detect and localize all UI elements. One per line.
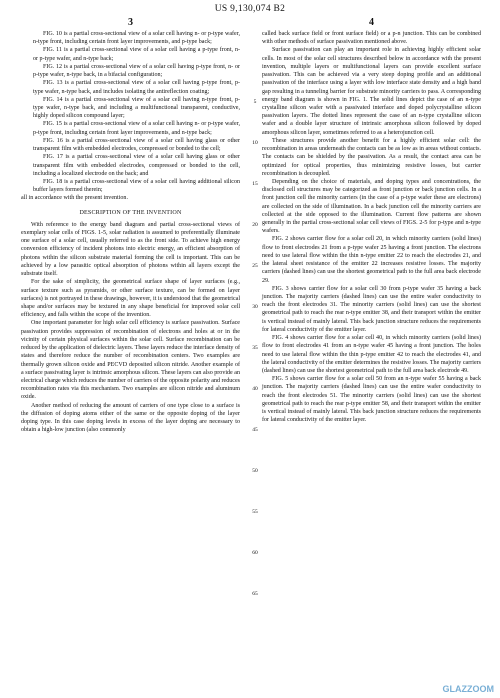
line-number: 30 (252, 304, 258, 310)
fig-description: FIG. 11 is a partial cross-sectional view of a solar cell having a p-type front, n- or p-type wafer, and n-type back; (33, 47, 240, 62)
body-paragraph: Another method of reducing the amount of carriers of one type close to a surface is the diffusion of doping atoms either of the same or the opposite doping of the layer doping type. In this case doping levels in excess of the layer doping are necessary to obtain a high-low junction (also commonly (21, 402, 240, 434)
patent-number: US 9,130,074 B2 (214, 4, 286, 14)
line-number: 40 (252, 386, 258, 392)
fig-description: FIG. 15 is a partial cross-sectional view of a solar cell having n- or p-type wafer, p-type front, including certain front layer improvements, and n-type back; (33, 121, 240, 136)
body-paragraph: Depending on the choice of materials, and doping types and concentrations, the disclosed cell structures may be categorized as front junction or back junction cells. In a front junction cell the minority carriers (in the case of a p-type wafer these are electrons) are collected on the side of illumination. In a back junction cell the minority carriers are collected at the side opposed to the illumination. Current flow patterns are shown generally in the partial cross-sectional solar cell views of FIGS. 2-5 for p-type and n-type wafers. (262, 178, 481, 235)
body-paragraph: FIG. 4 shows carrier flow for a solar cell 40, in which minority carriers (solid lines) flow to front electrodes 41 from an n-type wafer 45 having a front junction. The holes need to use lateral flow within the thin p-type emitter 42 to reach the electrodes 41, and the lateral conductivity of the emitter determines the resistive losses. The majority carriers (dashed lines) can use the shortest geometrical path to the full area back electrode 49. (262, 335, 481, 374)
fig-description: FIG. 18 is a partial cross-sectional view of a solar cell having additional silicon buffer layers formed therein; (33, 178, 240, 194)
line-number: 10 (252, 140, 258, 146)
line-number: 5 (253, 99, 257, 105)
fig-description: FIG. 13 is a partial cross-sectional view of a solar cell having p-type front, p-type wafer, n-type back, and includes isolating the antireflection coating; (33, 80, 240, 95)
body-paragraph: FIG. 3 shows carrier flow for a solar cell 30 from p-type wafer 35 having a back junction. The majority carriers (dashed lines) can use the entire wafer conductivity to reach the front electrodes 31. The minority carriers (solid lines) can use the shortest geometrical path to reach the rear n-type emitter 38, and their transport within the emitter is vertical instead of mainly lateral. This back junction structure reduces the requirements for lateral conductivity of the emitter layer. (262, 285, 481, 333)
fig-description: FIG. 17 is a partial cross-sectional view of a solar cell having glass or other transparent film with embedded electrodes, compressed or bonded to the cell, including a localized electrode on the back; and (33, 154, 240, 177)
line-number: 20 (252, 222, 258, 228)
line-number: 35 (252, 345, 258, 351)
body-paragraph: FIG. 2 shows carrier flow for a solar cell 20, in which minority carriers (solid lines) flow to front electrodes 21 from a p-type wafer 25 having a front junction. The electrons need to use lateral flow within the thin n-type emitter 22 to reach the electrodes 21, and the lateral sheet resistance of the emitter 22 increases resistive losses. The majority carriers (dashed lines) can use the shortest geometrical path to the full area back electrode 29. (262, 236, 481, 284)
line-number: 65 (252, 591, 258, 597)
body-paragraph: called back surface field or front surface field) or a p-n junction. This can be combined with other methods of surface passivation mentioned above. (262, 31, 481, 46)
left-column (21, 30, 240, 435)
page-number-right: 4 (369, 17, 374, 28)
line-number: 45 (252, 427, 258, 433)
line-number: 50 (252, 468, 258, 474)
fig-closing-line: all in accordance with the present invention. (21, 195, 128, 202)
fig-description: FIG. 16 is a partial cross-sectional view of a solar cell having glass or other transparent film with embedded electrodes, compressed or bonded to the cell; (33, 137, 240, 153)
fig-description: FIG. 12 is a partial cross-sectional view of a solar cell having p-type front, n- or p-type wafer, n-type back, in a bifacial configuration; (33, 63, 240, 79)
fig-description: FIG. 14 is a partial cross-sectional view of a solar cell having n-type front, p-type wafer, n-type back, and including a multifunctional transparent, conductive, highly doped silicon compound layer; (33, 96, 240, 120)
right-column (262, 30, 481, 425)
line-number: 25 (252, 263, 258, 269)
body-paragraph: For the sake of simplicity, the geometrical surface shape of layer surfaces (e.g., surface texture such as pyramids, or other surface texture, can be formed on layer surfaces) is not portrayed in these drawings, however, it is understood that the geometrical shape and/or surfaces may be textured in any shape beneficial for improved solar cell efficiency, and falls within the scope of the invention. (21, 279, 240, 319)
body-paragraph: These structures provide another benefit for a highly efficient solar cell: the recombination in areas underneath the contacts can be as low as in areas without contacts. The contacts can be shielded by the passivation. As a result, the contact area can be optimized for optical properties, thus minimizing resistive losses, but carrier recombination is decoupled. (262, 137, 481, 177)
fig-description: FIG. 10 is a partial cross-sectional view of a solar cell having n- or p-type wafer, n-type front, including certain front layer improvements, and p-type back; (33, 31, 240, 46)
line-number: 15 (252, 181, 258, 187)
body-paragraph: FIG. 5 shows carrier flow for a solar cell 50 from an n-type wafer 55 having a back junction. The majority carriers (dashed lines) can use the entire wafer conductivity to reach the front electrodes 51. The minority carriers (solid lines) can use the shortest geometrical path to reach the rear p-type emitter 58, and their transport within the emitter is vertical instead of mainly lateral. This back junction structure reduces the requirements for lateral conductivity of the emitter layer. (262, 376, 481, 424)
body-paragraph: Surface passivation can play an important role in achieving highly efficient solar cells. In most of the solar cell structures described below in accordance with the present invention, multiple layers or multifunctional layers can provide excellent surface passivation. This can be achieved via a very steep doping profile and an additional passivation of the interface using a layer with low interface state density and a high band gap resulting in a tunneling barrier for substrate minority carriers to pass. A corresponding energy band diagram is shown in FIG. 1. The solid lines depict the case of an n-type crystalline silicon wafer with a passivated interface and doped polycrystalline silicon passivation layers. The dotted lines represent the case of an n-type crystalline silicon wafer and a double layer structure of intrinsic amorphous silicon followed by doped amorphous silicon layer, sometimes referred to as a heterojunction cell. (262, 47, 481, 136)
watermark: GLAZZOOM (442, 684, 494, 694)
line-number: 55 (252, 509, 258, 515)
page-number-left: 3 (128, 17, 133, 28)
section-heading: DESCRIPTION OF THE INVENTION (79, 209, 182, 216)
body-paragraph: With reference to the energy band diagram and partial cross-sectional views of exemplary solar cells of FIGS. 1-5, solar radiation is assumed to preferentially illuminate one surface of a solar cell, usually referred to as the front side. To achieve high energy conversion efficiency of incident photons into electric energy, an efficient absorption of photons within the silicon substrate material forming the cell is important. This can be achieved by a low parasitic optical absorption of photons within all layers except the substrate itself. (21, 221, 240, 278)
line-number: 60 (252, 550, 258, 556)
body-paragraph: One important parameter for high solar cell efficiency is surface passivation. Surface passivation provides suppression of recombination of electrons and holes at or in the vicinity of certain physical surfaces within the solar cell. Surface recombination can be reduced by the application of dielectric layers. These layers reduce the interface density of states and therefore reduce the number of recombination centers. Two examples are thermally grown silicon oxide and PECVD deposited silicon nitride. Another example of a surface passivating layer is intrinsic amorphous silicon. These layers can also provide an electrical charge which reduces the number of carriers of the opposite polarity and reduces recombination rates via this mechanism. Two examples are silicon nitride and aluminum oxide. (21, 320, 240, 401)
